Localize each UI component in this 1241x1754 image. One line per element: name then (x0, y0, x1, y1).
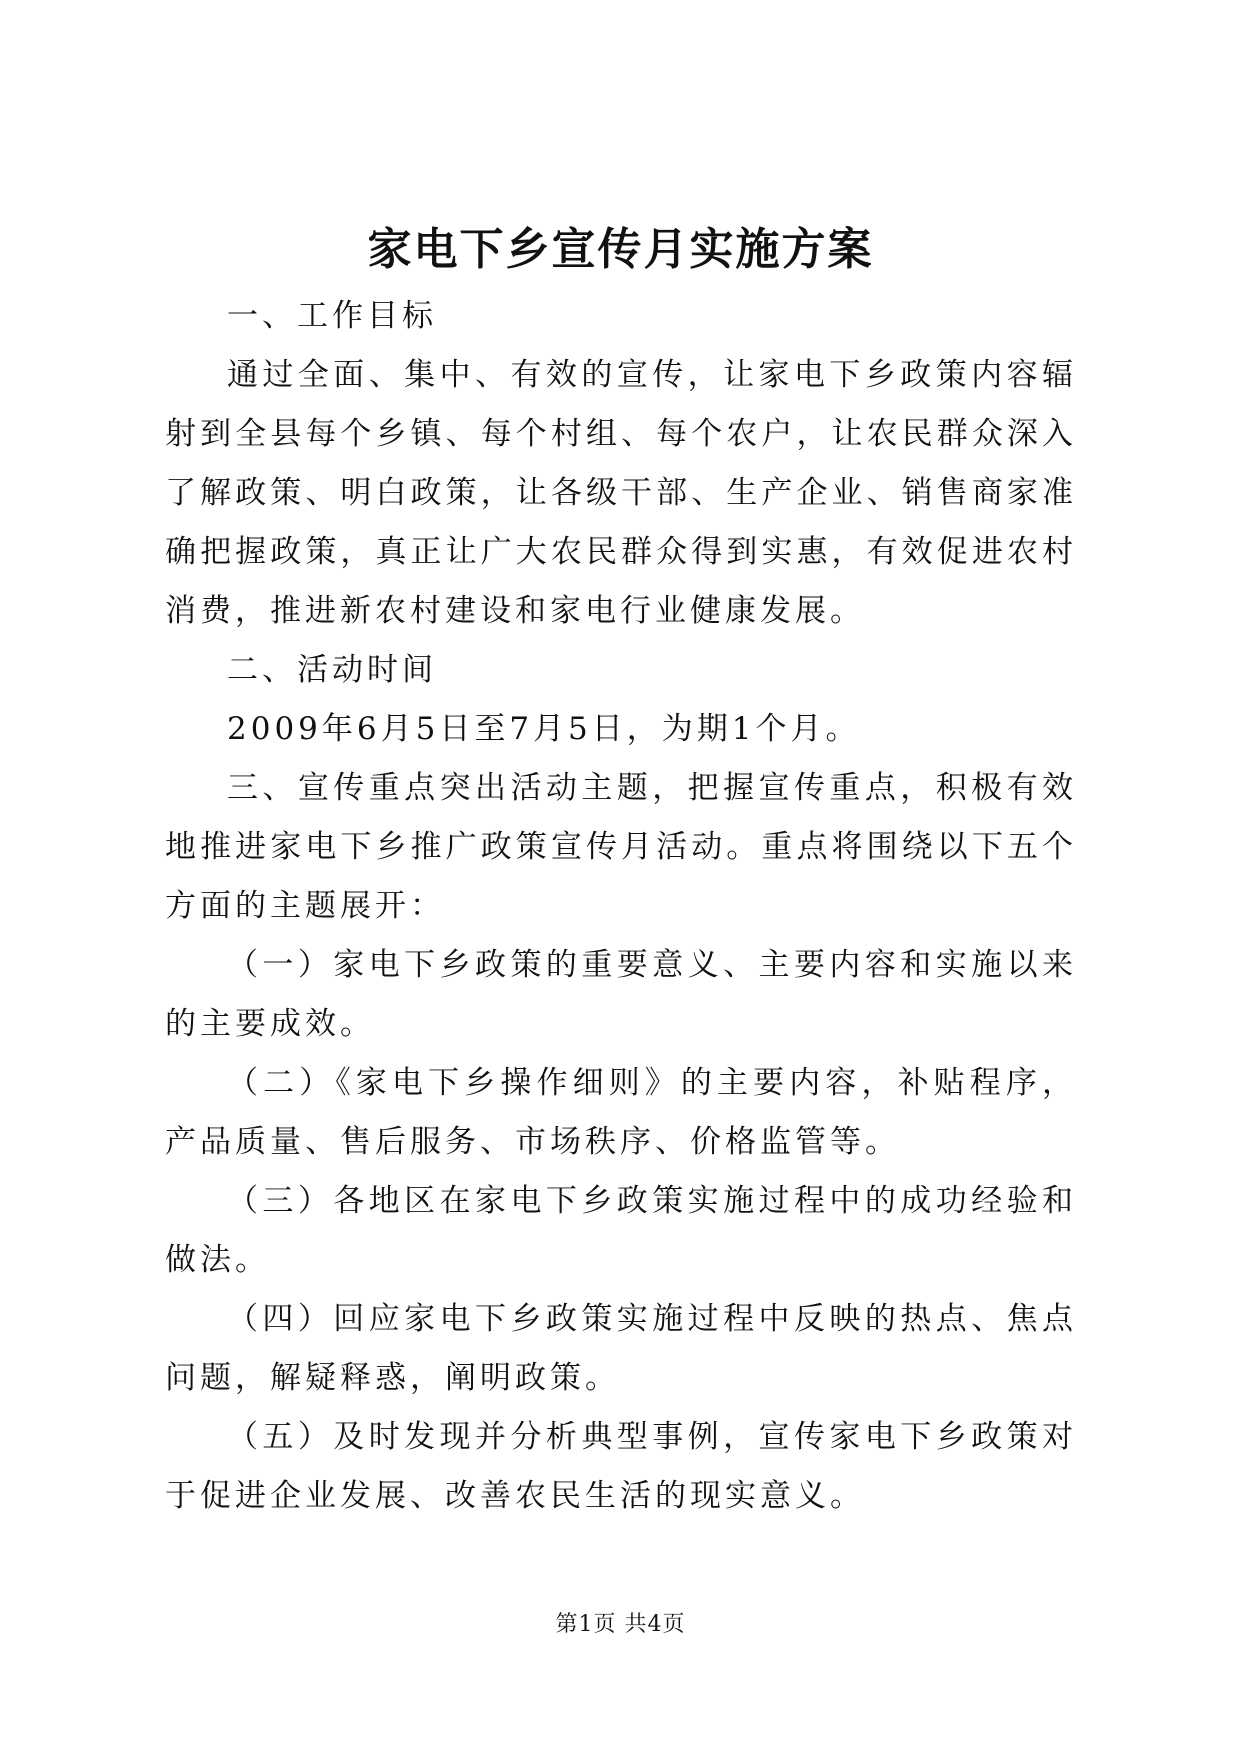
section-heading-work-goal: 一、工作目标 (227, 298, 437, 334)
page-number-footer: 第1页 共4页 (555, 1612, 686, 1637)
paragraph-publicity-focus: 三、宣传重点突出活动主题，把握宣传重点，积极有效地推进家电下乡推广政策宣传月活动。重点将围绕以下五个方面的主题展开： (165, 770, 1077, 924)
list-item-1: （一）家电下乡政策的重要意义、主要内容和实施以来的主要成效。 (165, 947, 1077, 1042)
list-item-5: （五）及时发现并分析典型事例，宣传家电下乡政策对于促进企业发展、改善农民生活的现实意义。 (165, 1419, 1077, 1514)
paragraph-work-goal: 通过全面、集中、有效的宣传，让家电下乡政策内容辐射到全县每个乡镇、每个村组、每个农户，让农民群众深入了解政策、明白政策，让各级干部、生产企业、销售商家准确把握政策，真正让广大农民群众得到实惠，有效促进农村消费，推进新农村建设和家电行业健康发展。 (165, 357, 1077, 629)
document-body (165, 287, 1077, 1526)
list-item-2: （二）《家电下乡操作细则》的主要内容，补贴程序，产品质量、售后服务、市场秩序、价格监管等。 (165, 1065, 1077, 1160)
section-heading-activity-time: 二、活动时间 (227, 652, 437, 688)
paragraph-activity-time: 2009年6月5日至7月5日，为期1个月。 (227, 711, 861, 747)
list-item-3: （三）各地区在家电下乡政策实施过程中的成功经验和做法。 (165, 1183, 1077, 1278)
list-item-4: （四）回应家电下乡政策实施过程中反映的热点、焦点问题，解疑释惑，阐明政策。 (165, 1301, 1077, 1396)
document-title: 家电下乡宣传月实施方案 (367, 224, 874, 275)
